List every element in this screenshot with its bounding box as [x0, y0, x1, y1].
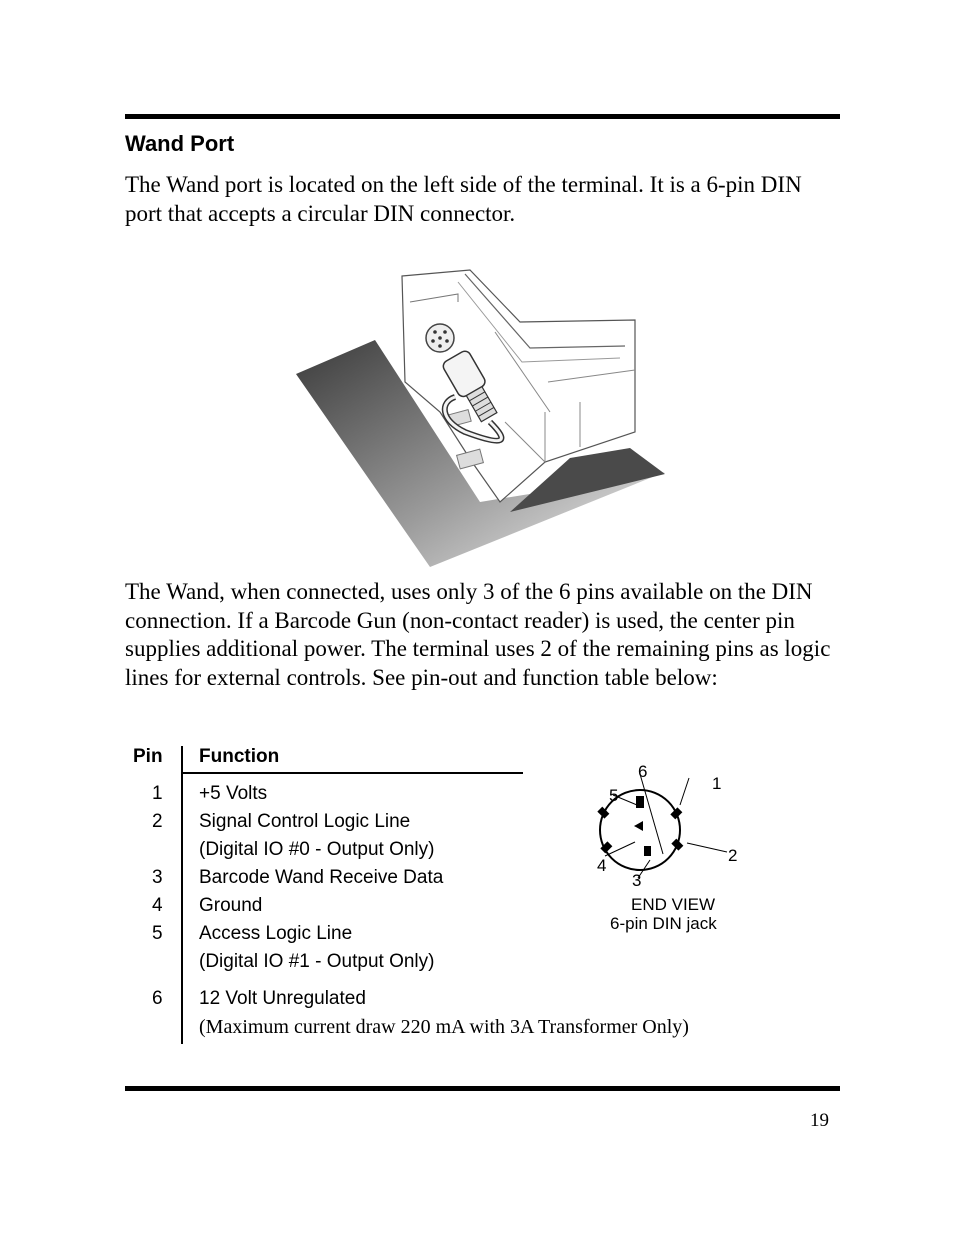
pin-function: Barcode Wand Receive Data	[199, 867, 444, 888]
pin-number: 5	[152, 923, 163, 944]
pin-3-mark	[644, 846, 651, 856]
diagram-caption-din-jack: 6-pin DIN jack	[610, 914, 717, 933]
pin-function: Access Logic Line	[199, 923, 353, 944]
pin-label-1: 1	[712, 774, 722, 793]
pin-number: 3	[152, 867, 163, 888]
intro-paragraph: The Wand port is located on the left side of the terminal. It is a 6-pin DIN port that accepts a circular DIN connector.	[125, 172, 802, 226]
diagram-caption-end-view: END VIEW	[631, 895, 716, 914]
bottom-rule	[125, 1086, 840, 1091]
pin-function: Signal Control Logic Line	[199, 811, 411, 832]
table-divider-vertical	[181, 746, 183, 1044]
pin-number: 2	[152, 811, 163, 832]
top-rule	[125, 114, 840, 119]
pin-number: 6	[152, 988, 163, 1009]
page-number: 19	[810, 1110, 829, 1131]
pin-column-header: Pin	[133, 746, 163, 767]
pin-label-6: 6	[638, 762, 648, 781]
pin-label-2: 2	[728, 846, 738, 865]
terminal-wand-port-illustration	[290, 262, 670, 572]
pin-function: Ground	[199, 895, 263, 916]
pin-function: 12 Volt Unregulated	[199, 988, 366, 1009]
pin-label-3: 3	[632, 871, 642, 890]
pin-label-4: 4	[597, 856, 607, 875]
section-heading: Wand Port	[125, 131, 235, 156]
pin-function: +5 Volts	[199, 783, 268, 804]
table-divider-horizontal	[181, 772, 523, 774]
pin-function-note: (Digital IO #1 - Output Only)	[199, 951, 435, 972]
leader-2	[687, 843, 727, 852]
pin-6-mark	[636, 796, 644, 808]
pin-function-note: (Maximum current draw 220 mA with 3A Transformer Only)	[199, 1016, 689, 1038]
pin-label-5: 5	[609, 786, 619, 805]
pin-number: 4	[152, 895, 163, 916]
function-column-header: Function	[199, 746, 280, 767]
leader-1	[680, 778, 689, 805]
wand-description-paragraph: The Wand, when connected, uses only 3 of the 6 pins available on the DIN connection. If a Barcode Gun (non-contact reader) is used, the center pin supplies additional power. The terminal uses 2 of the remaining pins as logic lines for external controls. See pin-out and function table below:	[125, 579, 831, 690]
din-end-view-diagram	[590, 760, 750, 940]
pin-function-note: (Digital IO #0 - Output Only)	[199, 839, 435, 860]
pin-number: 1	[152, 783, 163, 804]
